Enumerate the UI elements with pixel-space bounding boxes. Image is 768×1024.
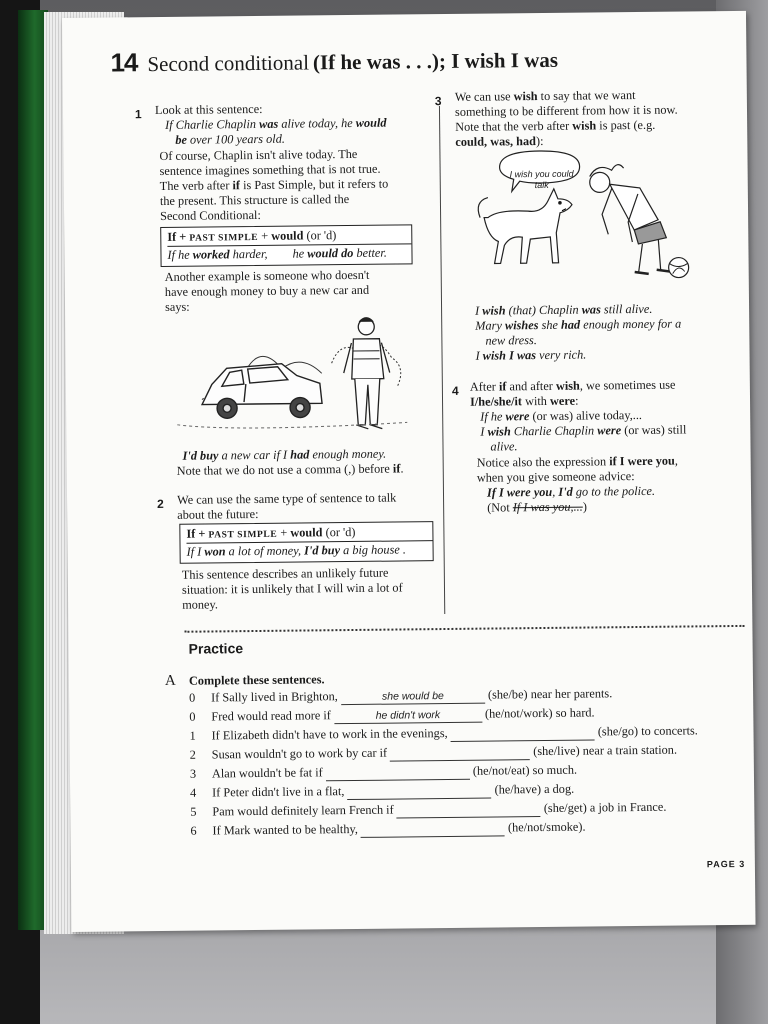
s2-after-line1: This sentence describes an unlikely future: [181, 565, 389, 582]
answer-blank[interactable]: [361, 822, 505, 838]
s4-text-line2: I/he/she/it with were:: [469, 393, 579, 409]
dog-icon: [478, 189, 573, 264]
structure-header-future: If + PAST SIMPLE + would (or 'd): [186, 523, 432, 544]
practice-heading: Practice: [188, 640, 244, 657]
section-number-2: 2: [157, 496, 164, 512]
s1-note: Note that we do not use a comma (,) before if.: [176, 461, 404, 478]
s4-example-2b: alive.: [490, 439, 518, 454]
s4-advice: If I were you, I'd go to the police.: [486, 483, 656, 500]
exercise-item: 2 Susan wouldn't go to work by car if (she/live) near a train station.: [189, 742, 678, 762]
answer-blank[interactable]: [390, 746, 530, 761]
exercise-item: 4 If Peter didn't live in a flat, (he/have) a dog.: [190, 781, 575, 800]
s3-example-2b: new dress.: [485, 333, 537, 348]
column-divider: [439, 106, 445, 614]
s1-another-line3: says:: [164, 299, 190, 314]
s3-text-line1: We can use wish to say that we want: [454, 87, 636, 104]
s3-example-2: Mary wishes she had enough money for a: [475, 316, 682, 333]
s2-after-line2: situation: it is unlikely that I will win a lot of: [181, 580, 403, 597]
s1-intro: Look at this sentence:: [154, 101, 263, 118]
exercise-item: 3 Alan wouldn't be fat if (he/not/eat) so much.: [189, 762, 578, 781]
s1-example-line1: If Charlie Chaplin was alive today, he would: [165, 115, 387, 132]
s1-text-line2: sentence imagines something that is not true.: [159, 161, 381, 178]
s4-notice-line1: Notice also the expression if I were you,: [476, 453, 679, 470]
exercise-item: 6 If Mark wanted to be healthy, (he/not/smoke).: [190, 819, 586, 838]
s3-example-3: I wish I was very rich.: [475, 347, 587, 363]
ball-icon: [669, 257, 689, 277]
page-number: PAGE 3: [706, 858, 746, 870]
exercise-item: 0 If Sally lived in Brighton, she would be (she/be) near her parents.: [189, 686, 613, 705]
answer-blank[interactable]: [397, 803, 541, 819]
section-number-1: 1: [134, 107, 142, 122]
exercise-letter: A: [164, 672, 176, 689]
answer-blank[interactable]: [326, 766, 470, 782]
section-number-3: 3: [434, 94, 442, 109]
s1-text-line3: The verb after if is Past Simple, but it refers to: [159, 176, 389, 193]
man-icon: [343, 318, 390, 429]
answer-blank[interactable]: [347, 785, 491, 801]
s4-notice-line2: when you give someone advice:: [476, 469, 635, 485]
exercise-list: [189, 683, 751, 859]
answer-blank[interactable]: [451, 726, 595, 742]
exercise-item: 5 Pam would definitely learn French if (she/get) a job in France.: [190, 799, 667, 819]
structure-box-future: [179, 521, 433, 564]
answer-blank[interactable]: he didn't work: [334, 709, 482, 725]
s4-example-1: If he were (or was) alive today,...: [480, 407, 643, 424]
textbook-page: [62, 11, 756, 932]
s1-text-line5: Second Conditional:: [160, 207, 261, 223]
unit-title-bold: (If he was . . .); I wish I was: [312, 47, 559, 75]
s1-text-line1: Of course, Chaplin isn't alive today. The: [159, 146, 358, 163]
section-number-4: 4: [451, 383, 459, 398]
structure-box-present: [160, 224, 412, 267]
s3-text-line3: Note that the verb after wish is past (e.g.: [455, 117, 656, 134]
exercise-item: 1 If Elizabeth didn't have to work in the evenings, (she/go) to concerts.: [189, 723, 698, 743]
s4-example-2: I wish Charlie Chaplin were (or was) still: [480, 422, 687, 439]
car-icon: [202, 363, 323, 418]
s1-quote: I'd buy a new car if I had enough money.: [182, 446, 387, 463]
structure-example: If he worked harder, he would do better.: [167, 245, 387, 262]
s3-text-line4: could, was, had):: [455, 133, 544, 149]
s1-another-line2: have enough money to buy a new car and: [164, 282, 370, 299]
s3-text-line2: something to be different from how it is now.: [454, 102, 678, 119]
s3-example-1: I wish (that) Chaplin was still alive.: [475, 301, 653, 318]
s4-text-line1: After if and after wish, we sometimes use: [469, 377, 676, 394]
s1-text-line4: the present. This structure is called the: [159, 192, 350, 208]
exercise-item: 0 Fred would read more if he didn't work (he/not/work) so hard.: [189, 705, 595, 724]
car-man-illustration: [171, 312, 422, 443]
exercise-instruction: Complete these sentences.: [188, 672, 325, 688]
girl-icon: [590, 164, 671, 274]
s4-not-note: (Not If I was you,...): [487, 499, 587, 515]
s1-example-line2: be over 100 years old.: [175, 131, 285, 147]
s2-text-line1: We can use the same type of sentence to talk: [176, 490, 397, 507]
practice-separator: [184, 625, 744, 633]
girl-dog-illustration: [461, 143, 692, 285]
unit-title-plain: Second conditional: [147, 50, 310, 77]
s2-text-line2: about the future:: [177, 506, 259, 522]
structure-header: If + PAST SIMPLE + would (or 'd): [167, 226, 411, 247]
speech-bubble-text: I wish you could talk: [509, 168, 574, 191]
s2-after-line3: money.: [182, 597, 218, 612]
unit-title: [110, 43, 558, 79]
structure-example-future: If I won a lot of money, I'd buy a big house .: [186, 542, 406, 559]
answer-blank[interactable]: she would be: [341, 690, 485, 706]
unit-number: 14: [110, 47, 138, 78]
s1-another-line1: Another example is someone who doesn't: [164, 267, 370, 284]
